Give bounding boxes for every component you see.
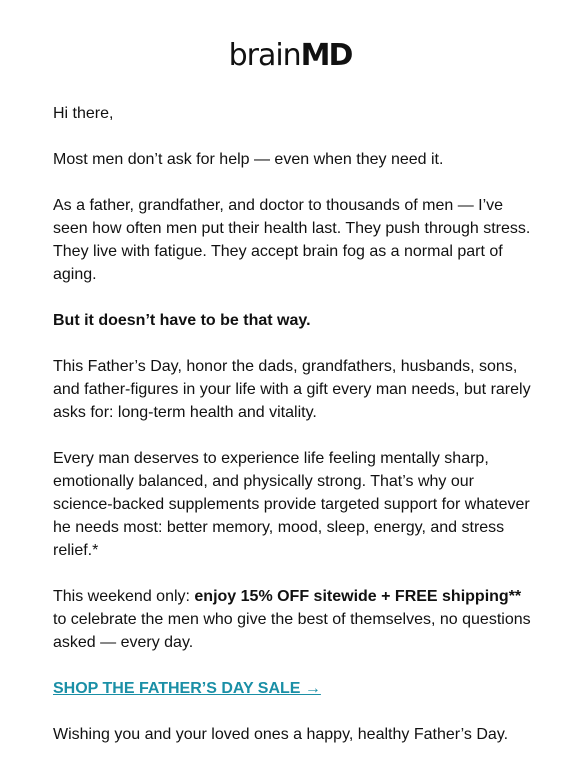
paragraph-intro: Most men don’t ask for help — even when they need it. [53,151,444,168]
shop-sale-link[interactable]: SHOP THE FATHER’S DAY SALE → [53,680,321,697]
paragraph-fathers-day: This Father’s Day, honor the dads, grandfathers, husbands, sons, and father-figures in your life with a gift every man needs, but rarely asks for: long-term health and vitality. [53,358,531,421]
paragraph-supplements: Every man deserves to experience life feeling mentally sharp, emotionally balanced, and physically strong. That’s why our science-backed supplements provide targeted support for whatever he needs most: better memory, mood, sleep, energy, and stress relief.* [53,450,530,559]
offer-highlight: enjoy 15% OFF sitewide + FREE shipping** [194,588,522,605]
greeting: Hi there, [53,105,114,122]
closing-line: Wishing you and your loved ones a happy, healthy Father’s Day. [53,726,509,743]
paragraph-emphasis: But it doesn’t have to be that way. [53,312,311,329]
brainmd-logo[interactable] [0,38,580,73]
logo-brain-text: brain [228,38,301,73]
email-body [53,102,533,769]
paragraph-offer [53,585,533,654]
offer-suffix: to celebrate the men who give the best of themselves, no questions asked — every day. [53,611,531,651]
paragraph-doctor: As a father, grandfather, and doctor to thousands of men — I’ve seen how often men put their health last. They push through stress. They live with fatigue. They accept brain fog as a normal part of aging. [53,197,531,283]
cta-paragraph [53,677,533,700]
logo-md-text: MD [300,38,352,73]
offer-prefix: This weekend only: [53,588,195,605]
